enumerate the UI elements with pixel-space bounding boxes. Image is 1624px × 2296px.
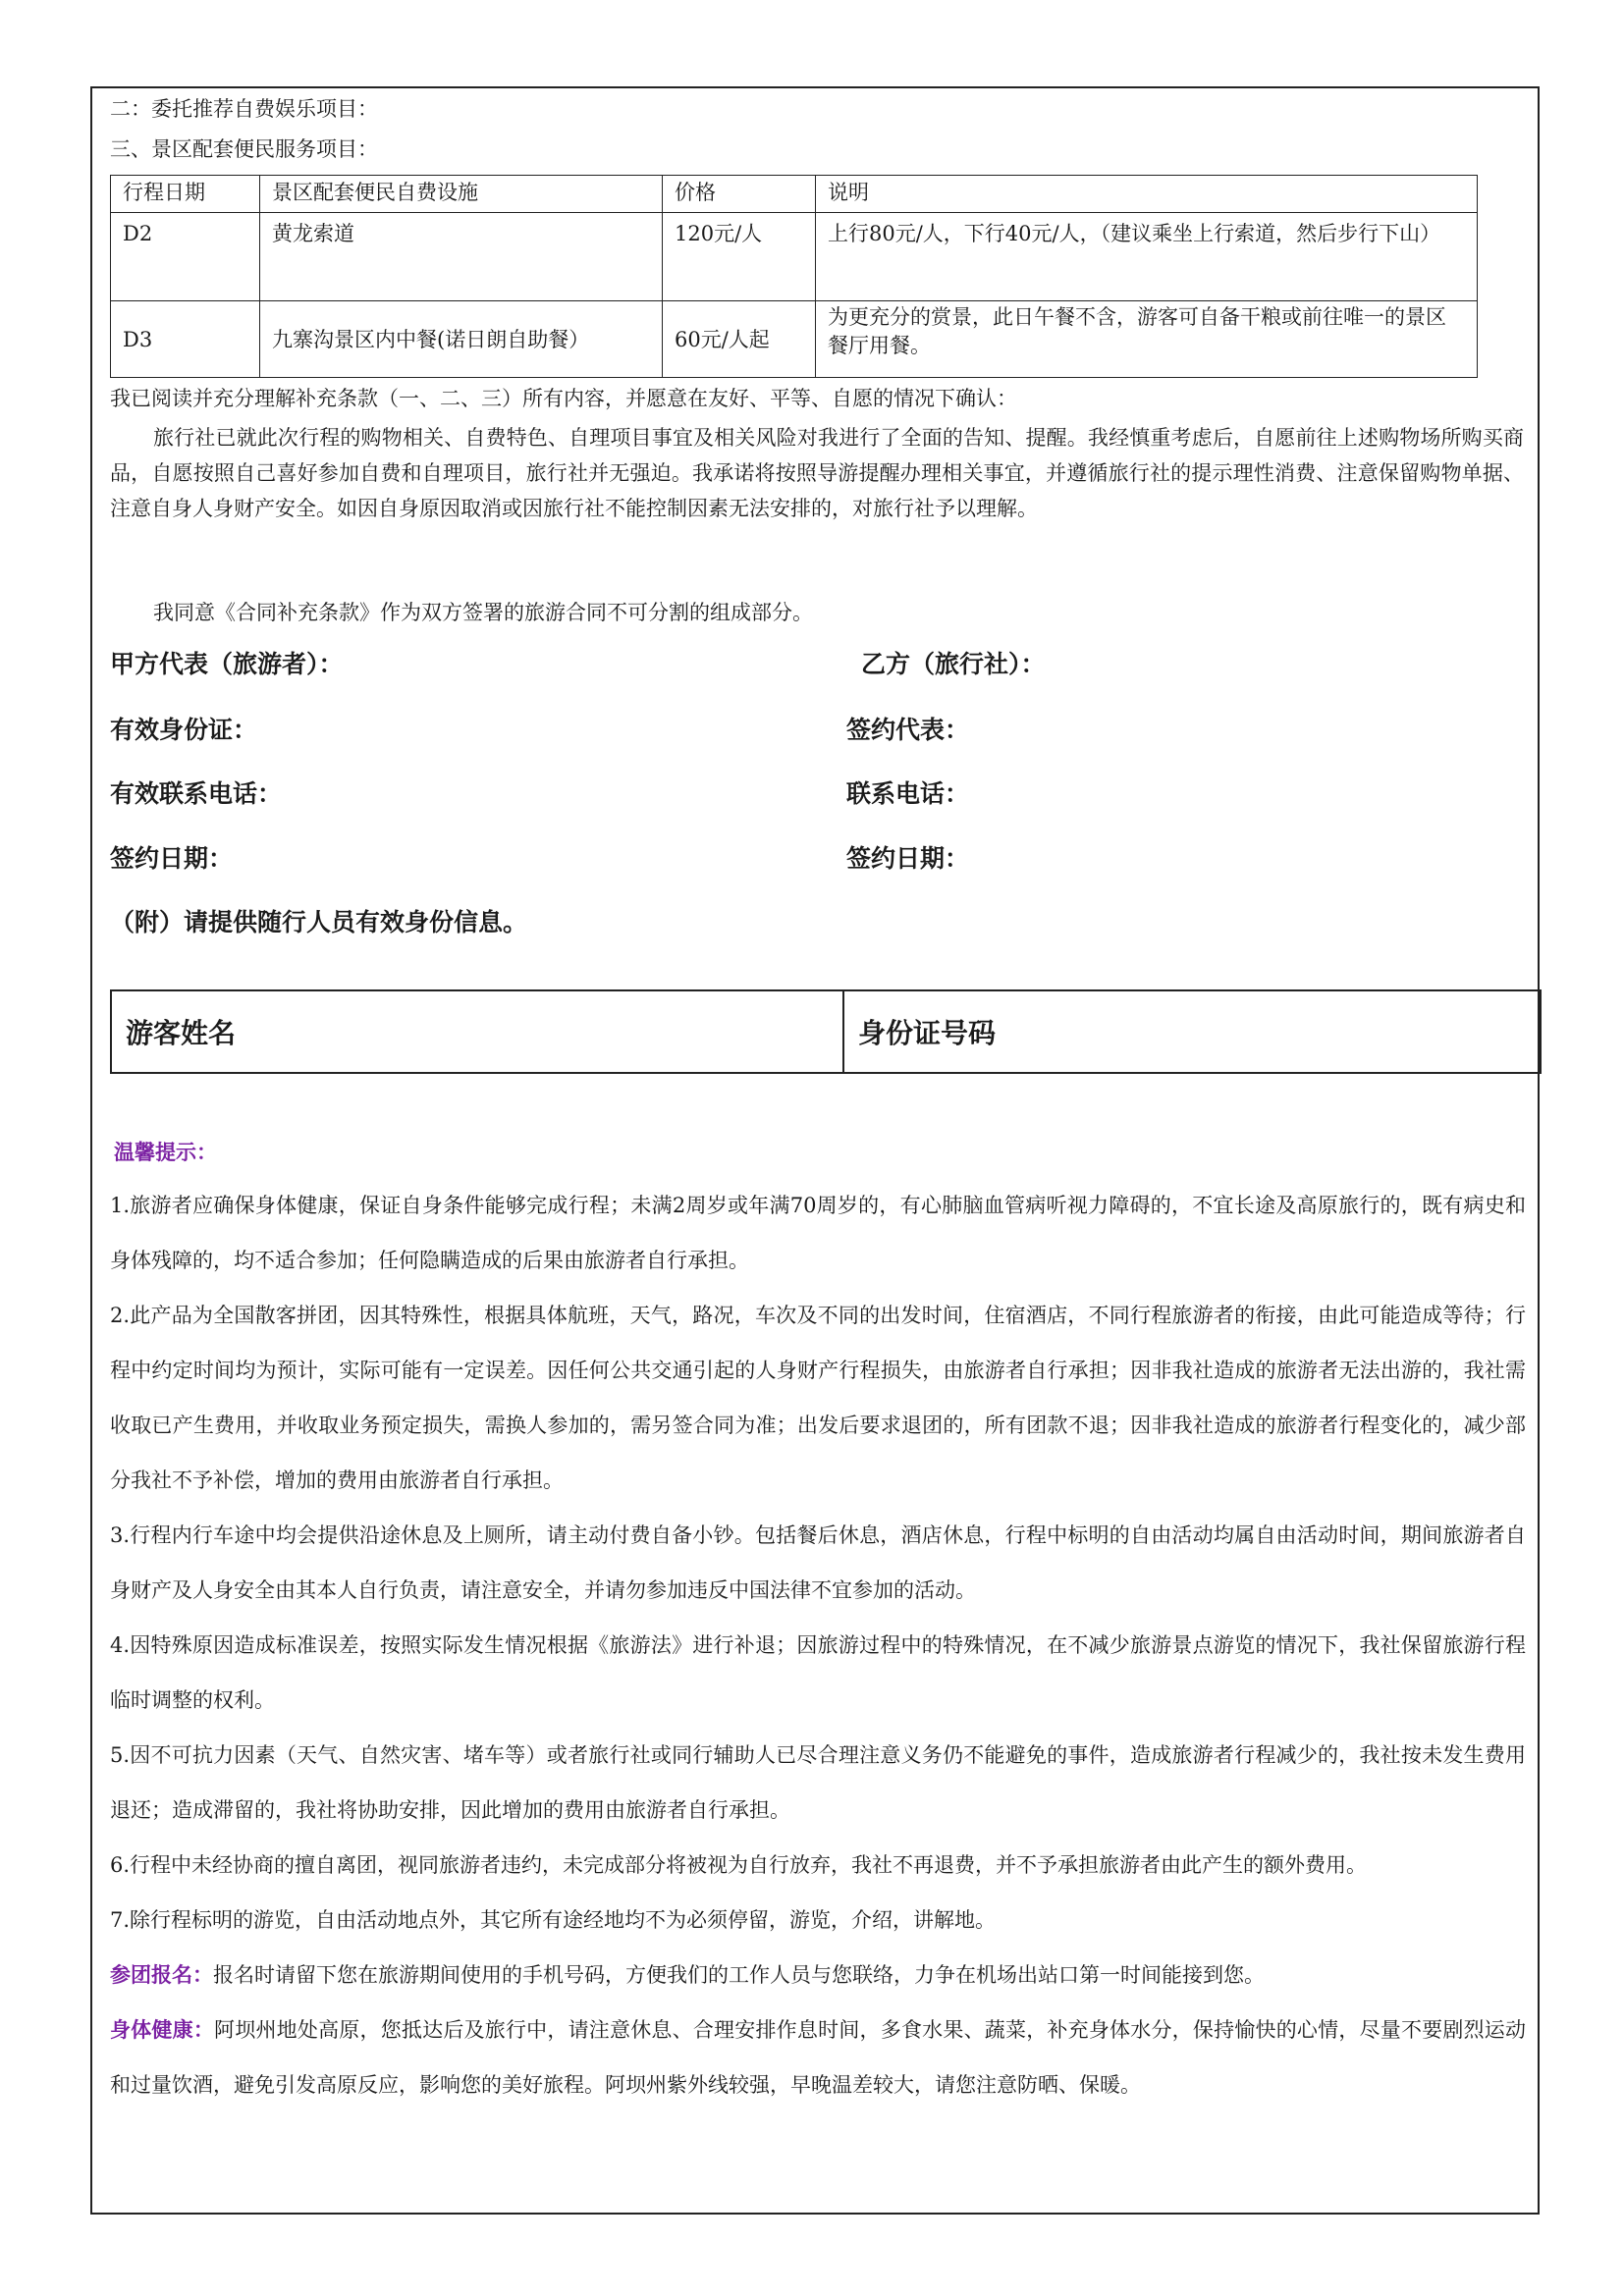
phone-a-label: 有效联系电话： — [110, 779, 283, 808]
tips-list — [110, 1178, 1526, 2112]
confirm-lead: 我已阅读并充分理解补充条款（一、二、三）所有内容，并愿意在友好、平等、自愿的情况下确认： — [110, 387, 1017, 410]
signup-note — [110, 1948, 1526, 2002]
tips-title: 温馨提示： — [114, 1141, 217, 1164]
service-table-header — [111, 176, 1478, 213]
phone-b-label: 联系电话： — [846, 779, 970, 808]
header-facility: 景区配套便民自费设施 — [260, 176, 663, 213]
section-item-3: 三、景区配套便民服务项目： — [110, 137, 378, 161]
service-table — [110, 175, 1478, 378]
guest-name-header: 游客姓名 — [111, 990, 843, 1073]
table-row — [111, 301, 1478, 378]
row-facility: 黄龙索道 — [260, 213, 663, 301]
rep-label: 签约代表： — [846, 716, 970, 744]
health-label: 身体健康： — [110, 2018, 215, 2042]
attachment-note: （附）请提供随行人员有效身份信息。 — [110, 908, 528, 936]
header-date: 行程日期 — [111, 176, 260, 213]
tip-item-3: 3.行程内行车途中均会提供沿途休息及上厕所，请主动付费自备小钞。包括餐后休息，酒店休息，行程中标明的自由活动均属自由活动时间，期间旅游者自身财产及人身安全由其本人自行负责，请注意安全，并请勿参加违反中国法律不宜参加的活动。 — [110, 1523, 1526, 1602]
header-note: 说明 — [816, 176, 1478, 213]
row-date: D2 — [111, 213, 260, 301]
tip-item-5: 5.因不可抗力因素（天气、自然灾害、堵车等）或者旅行社或同行辅助人已尽合理注意义务仍不能避免的事件，造成旅游者行程减少的，我社按未发生费用退还；造成滞留的，我社将协助安排，因此增加的费用由旅游者自行承担。 — [110, 1743, 1526, 1822]
signup-label: 参团报名： — [110, 1963, 213, 1987]
row-price: 60元/人起 — [663, 301, 816, 378]
confirm-paragraph-1: 旅行社已就此次行程的购物相关、自费特色、自理项目事宜及相关风险对我进行了全面的告知、提醒。我经慎重考虑后，自愿前往上述购物场所购买商品，自愿按照自己喜好参加自费和自理项目，旅行社并无强迫。我承诺将按照导游提醒办理相关事宜，并遵循旅行社的提示理性消费、注意保留购物单据、注意自身人身财产安全。如因自身原因取消或因旅行社不能控制因素无法安排的，对旅行社予以理解。 — [110, 426, 1524, 520]
confirm-paragraph-2: 我同意《合同补充条款》作为双方签署的旅游合同不可分割的组成部分。 — [153, 601, 813, 624]
tip-item-4: 4.因特殊原因造成标准误差，按照实际发生情况根据《旅游法》进行补退；因旅游过程中的特殊情况，在不减少旅游景点游览的情况下，我社保留旅游行程临时调整的权利。 — [110, 1633, 1526, 1712]
header-price: 价格 — [663, 176, 816, 213]
row-note: 为更充分的赏景，此日午餐不含，游客可自备干粮或前往唯一的景区餐厅用餐。 — [816, 301, 1478, 378]
section-item-2: 二：委托推荐自费娱乐项目： — [110, 97, 378, 121]
tip-item-6: 6.行程中未经协商的擅自离团，视同旅游者违约，未完成部分将被视为自行放弃，我社不再退费，并不予承担旅游者由此产生的额外费用。 — [110, 1853, 1368, 1877]
signup-text: 报名时请留下您在旅游期间使用的手机号码，方便我们的工作人员与您联络，力争在机场出站口第一时间能接到您。 — [213, 1963, 1265, 1987]
row-facility: 九寨沟景区内中餐(诺日朗自助餐） — [260, 301, 663, 378]
date-a-label: 签约日期： — [110, 844, 234, 873]
party-a-label: 甲方代表（旅游者）： — [110, 650, 344, 678]
id-label: 有效身份证： — [110, 716, 258, 744]
date-b-label: 签约日期： — [846, 844, 970, 873]
row-price: 120元/人 — [663, 213, 816, 301]
guest-id-header: 身份证号码 — [843, 990, 1541, 1073]
tip-item-2: 2.此产品为全国散客拼团，因其特殊性，根据具体航班，天气，路况，车次及不同的出发时间，住宿酒店，不同行程旅游者的衔接，由此可能造成等待；行程中约定时间均为预计，实际可能有一定误差。因任何公共交通引起的人身财产行程损失，由旅游者自行承担；因非我社造成的旅游者无法出游的，我社需收取已产生费用，并收取业务预定损失，需换人参加的，需另签合同为准；出发后要求退团的，所有团款不退；因非我社造成的旅游者行程变化的，减少部分我社不予补偿，增加的费用由旅游者自行承担。 — [110, 1304, 1526, 1492]
party-b-label: 乙方（旅行社）： — [861, 650, 1046, 678]
tip-item-7: 7.除行程标明的游览，自由活动地点外，其它所有途经地均不为必须停留，游览，介绍，讲解地。 — [110, 1908, 997, 1932]
guest-table-header — [111, 990, 1541, 1073]
table-row — [111, 213, 1478, 301]
tip-item-1: 1.旅游者应确保身体健康，保证自身条件能够完成行程；未满2周岁或年满70周岁的，有心肺脑血管病听视力障碍的，不宜长途及高原旅行的，既有病史和身体残障的，均不适合参加；任何隐瞒造成的后果由旅游者自行承担。 — [110, 1194, 1526, 1272]
row-date: D3 — [111, 301, 260, 378]
row-note: 上行80元/人，下行40元/人，（建议乘坐上行索道，然后步行下山） — [816, 213, 1478, 301]
guest-table — [110, 989, 1542, 1074]
health-text: 阿坝州地处高原，您抵达后及旅行中，请注意休息、合理安排作息时间，多食水果、蔬菜，补充身体水分，保持愉快的心情，尽量不要剧烈运动和过量饮酒，避免引发高原反应，影响您的美好旅程。阿坝州紫外线较强，早晚温差较大，请您注意防晒、保暖。 — [110, 2018, 1526, 2097]
health-note — [110, 2002, 1526, 2112]
